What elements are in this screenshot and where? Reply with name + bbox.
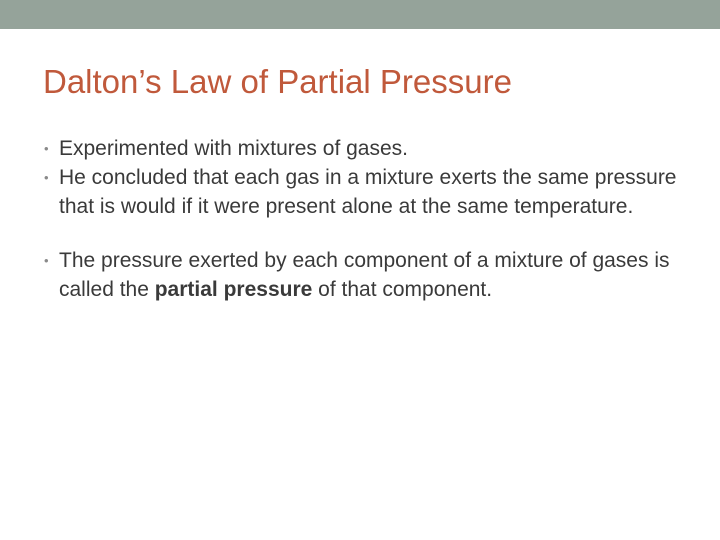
bullet-item (44, 134, 684, 163)
bullet-list (44, 134, 684, 304)
top-band (0, 0, 720, 29)
bullet-text: The pressure exerted by each component of a mixture of gases is called the (59, 249, 670, 301)
bullet-dot-icon: • (44, 253, 49, 268)
bullet-dot-icon: • (44, 141, 49, 156)
bold-term: partial pressure (154, 278, 313, 301)
slide-title: Dalton’s Law of Partial Pressure (43, 63, 512, 100)
bullet-dot-icon: • (44, 170, 49, 185)
bullet-text-end: of that component. (312, 278, 493, 301)
bullet-item (44, 246, 684, 304)
bullet-text: He concluded that each gas in a mixture exerts the same pressure that is would if it were present alone at the same temperature. (59, 166, 677, 218)
bullet-text: Experimented with mixtures of gases. (59, 137, 408, 160)
bullet-item (44, 163, 684, 221)
